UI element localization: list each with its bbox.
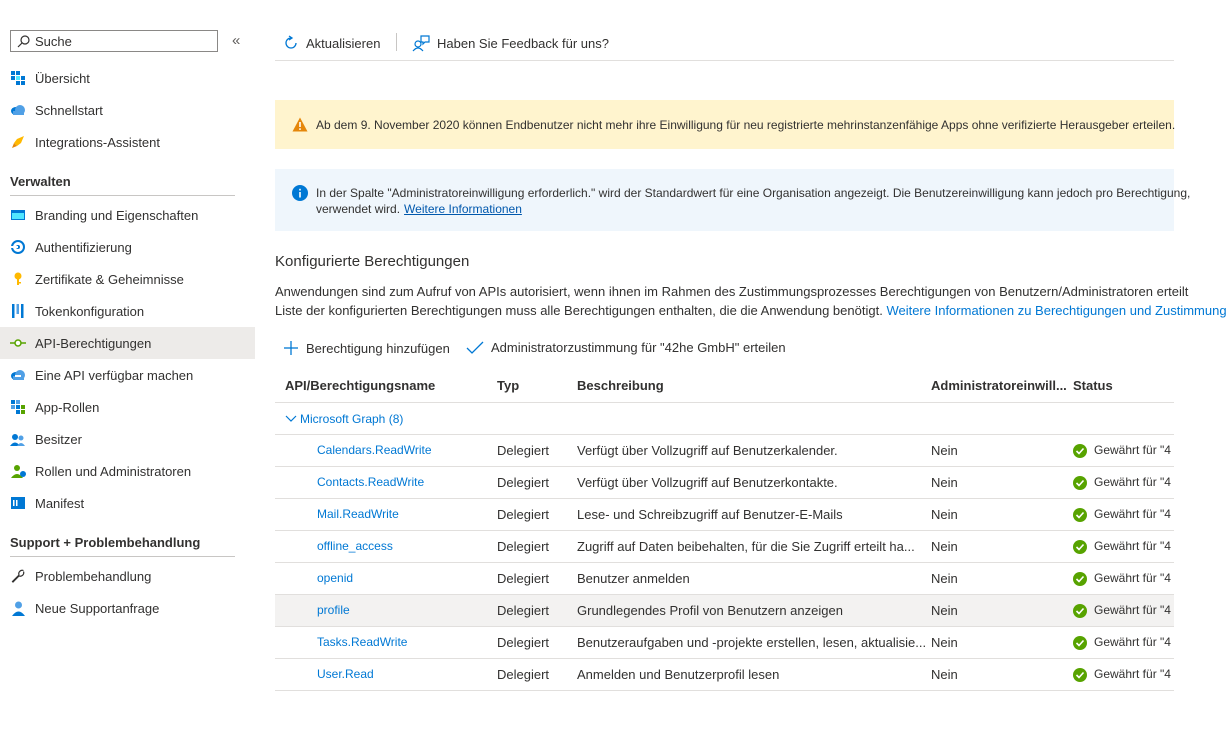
admin-consent-required: Nein <box>931 603 958 618</box>
status-text: Gewährt für "4 <box>1094 635 1171 649</box>
permission-name-link[interactable]: openid <box>317 571 354 585</box>
warning-banner <box>275 100 1174 149</box>
table-row[interactable] <box>275 467 1174 499</box>
permission-type: Delegiert <box>497 603 550 618</box>
nav-item-label: Manifest <box>35 495 85 511</box>
group-toggle-microsoft-graph[interactable] <box>285 403 403 434</box>
support-person-icon <box>10 600 26 616</box>
nav-item-label: Neue Supportanfrage <box>35 600 160 616</box>
nav-item-expose-api[interactable] <box>0 359 255 391</box>
manifest-icon <box>10 495 26 511</box>
nav-item-label: Schnellstart <box>35 102 103 118</box>
nav-item-label: Integrations-Assistent <box>35 134 161 150</box>
feedback-label: Haben Sie Feedback für uns? <box>437 35 609 51</box>
permissions-info-link[interactable]: Weitere Informationen zu Berechtigungen und Zustimmung <box>886 303 1227 318</box>
nav-item-branding[interactable] <box>0 199 255 231</box>
section-desc-line1: Anwendungen sind zum Aufruf von APIs autorisiert, wenn ihnen im Rahmen des Zustimmungsprozesses Berechtigungen von Benutzern/Administratoren erteilt <box>275 284 1189 299</box>
permission-status <box>1073 659 1174 690</box>
plus-icon <box>283 340 299 356</box>
permission-name-link[interactable]: offline_access <box>317 539 393 553</box>
table-row[interactable] <box>275 499 1174 531</box>
admin-consent-required: Nein <box>931 507 958 522</box>
api-permissions-icon <box>10 335 26 351</box>
permission-type: Delegiert <box>497 475 550 490</box>
permission-name-link[interactable]: profile <box>317 603 350 617</box>
nav-item-api-permissions[interactable] <box>0 327 255 359</box>
grant-admin-consent-label: Administratorzustimmung für "42he GmbH" erteilen <box>491 340 786 355</box>
permission-name-link[interactable]: Contacts.ReadWrite <box>317 475 425 489</box>
refresh-label: Aktualisieren <box>306 35 381 51</box>
nav-item-overview[interactable] <box>0 62 255 94</box>
admin-consent-required: Nein <box>931 635 958 650</box>
admin-consent-required: Nein <box>931 443 958 458</box>
permission-status <box>1073 531 1174 562</box>
info-more-link[interactable]: Weitere Informationen <box>404 202 522 216</box>
key-icon <box>10 271 26 287</box>
section-desc-line2: Liste der konfigurierten Berechtigungen muss alle Berechtigungen enthalten, die die Anwendung benötigt. <box>275 303 883 318</box>
status-text: Gewährt für "4 <box>1094 603 1171 617</box>
quickstart-cloud-icon <box>10 102 26 118</box>
sidebar <box>0 0 256 735</box>
success-check-icon <box>1073 604 1087 618</box>
permission-name-link[interactable]: Calendars.ReadWrite <box>317 443 432 457</box>
table-header-row <box>275 370 1174 403</box>
section-description <box>275 282 1227 320</box>
nav-item-label: App-Rollen <box>35 399 100 415</box>
owners-icon <box>10 431 26 447</box>
search-icon <box>17 35 30 48</box>
nav-item-label: Problembehandlung <box>35 568 152 584</box>
permission-status <box>1073 563 1174 594</box>
status-text: Gewährt für "4 <box>1094 667 1171 681</box>
token-bars-icon <box>10 303 26 319</box>
permission-description: Benutzer anmelden <box>577 571 690 586</box>
permission-status <box>1073 499 1174 530</box>
column-header-admin-consent[interactable]: Administratoreinwill... <box>931 378 1067 393</box>
warning-icon <box>292 117 308 132</box>
feedback-icon <box>412 35 430 52</box>
refresh-button[interactable] <box>283 32 380 54</box>
permission-type: Delegiert <box>497 539 550 554</box>
admin-consent-required: Nein <box>931 475 958 490</box>
table-row[interactable] <box>275 435 1174 467</box>
success-check-icon <box>1073 572 1087 586</box>
wrench-icon <box>10 568 26 584</box>
collapse-sidebar-icon[interactable]: « <box>232 32 241 49</box>
admin-consent-required: Nein <box>931 539 958 554</box>
checkmark-icon <box>466 341 484 355</box>
nav-item-app-roles[interactable] <box>0 391 255 423</box>
status-text: Gewährt für "4 <box>1094 507 1171 521</box>
permission-description: Benutzeraufgaben und -projekte erstellen, lesen, aktualisie... <box>577 635 927 650</box>
success-check-icon <box>1073 444 1087 458</box>
nav-item-label: API-Berechtigungen <box>35 335 152 351</box>
permission-name-link[interactable]: Tasks.ReadWrite <box>317 635 408 649</box>
nav-item-owners[interactable] <box>0 423 255 455</box>
success-check-icon <box>1073 636 1087 650</box>
success-check-icon <box>1073 508 1087 522</box>
nav-item-label: Zertifikate & Geheimnisse <box>35 271 184 287</box>
success-check-icon <box>1073 540 1087 554</box>
rocket-icon <box>10 134 26 150</box>
admin-consent-required: Nein <box>931 571 958 586</box>
info-icon <box>292 185 308 201</box>
table-row[interactable] <box>275 595 1174 627</box>
status-text: Gewährt für "4 <box>1094 539 1171 553</box>
grant-admin-consent-button[interactable] <box>466 340 786 355</box>
status-text: Gewährt für "4 <box>1094 571 1171 585</box>
page-section-title: Konfigurierte Berechtigungen <box>275 253 470 270</box>
table-row[interactable] <box>275 563 1174 595</box>
permission-description: Anmelden und Benutzerprofil lesen <box>577 667 780 682</box>
nav-item-label: Branding und Eigenschaften <box>35 207 199 223</box>
refresh-icon <box>283 35 299 51</box>
section-header-support: Support + Problembehandlung <box>10 535 235 557</box>
app-roles-grid-icon <box>10 399 26 415</box>
permission-description: Lese- und Schreibzugriff auf Benutzer-E-Mails <box>577 507 843 522</box>
chevron-down-icon <box>285 415 297 423</box>
permission-description: Zugriff auf Daten beibehalten, für die Sie Zugriff erteilt ha... <box>577 539 915 554</box>
status-text: Gewährt für "4 <box>1094 475 1171 489</box>
nav-item-label: Authentifizierung <box>35 239 132 255</box>
command-bar <box>275 30 1174 61</box>
permission-type: Delegiert <box>497 571 550 586</box>
feedback-button[interactable] <box>412 32 609 54</box>
nav-item-quickstart[interactable] <box>0 94 255 126</box>
info-banner <box>275 169 1191 231</box>
permission-type: Delegiert <box>497 507 550 522</box>
table-row[interactable] <box>275 627 1174 659</box>
permission-status <box>1073 467 1174 498</box>
column-header-description[interactable]: Beschreibung <box>577 378 664 393</box>
status-text: Gewährt für "4 <box>1094 443 1171 457</box>
group-label: Microsoft Graph (8) <box>300 411 404 426</box>
nav-item-roles-admins[interactable] <box>0 455 255 487</box>
add-permission-label: Berechtigung hinzufügen <box>306 340 450 356</box>
nav-item-label: Besitzer <box>35 431 82 447</box>
info-text-line2: verwendet wird. <box>316 202 401 216</box>
permission-description: Verfügt über Vollzugriff auf Benutzerkalender. <box>577 443 838 458</box>
permission-type: Delegiert <box>497 443 550 458</box>
branding-icon <box>10 207 26 223</box>
nav-item-label: Tokenkonfiguration <box>35 303 145 319</box>
nav-item-label: Rollen und Administratoren <box>35 463 192 479</box>
admin-consent-required: Nein <box>931 667 958 682</box>
table-row[interactable] <box>275 531 1174 563</box>
search-box[interactable] <box>10 30 218 52</box>
permission-name-link[interactable]: Mail.ReadWrite <box>317 507 399 521</box>
permission-status <box>1073 627 1174 658</box>
toolbar-divider <box>396 33 397 51</box>
column-header-type[interactable]: Typ <box>497 378 520 393</box>
nav-item-authentication[interactable] <box>0 231 255 263</box>
overview-grid-icon <box>10 70 26 86</box>
permission-name-link[interactable]: User.Read <box>317 667 374 681</box>
nav-item-new-support-request[interactable] <box>0 592 255 624</box>
permission-type: Delegiert <box>497 667 550 682</box>
nav-item-label: Übersicht <box>35 70 90 86</box>
roles-admin-icon <box>10 463 26 479</box>
permission-type: Delegiert <box>497 635 550 650</box>
nav-item-integration-assistant[interactable] <box>0 126 255 158</box>
cloud-api-icon <box>10 367 26 383</box>
nav-item-label: Eine API verfügbar machen <box>35 367 194 383</box>
nav-item-certificates[interactable] <box>0 263 255 295</box>
add-permission-button[interactable] <box>283 340 450 356</box>
table-group-row <box>275 403 1174 435</box>
nav-item-troubleshooting[interactable] <box>0 560 255 592</box>
authentication-icon <box>10 239 26 255</box>
search-input[interactable] <box>35 34 205 49</box>
nav-item-manifest[interactable] <box>0 487 255 519</box>
info-text-line1: In der Spalte "Administratoreinwilligung erforderlich." wird der Standardwert für eine Organisation angezeigt. Die Benutzereinwilligung kann jedoch pro Berechtigung, <box>316 186 1191 200</box>
main-content <box>275 0 1227 735</box>
warning-text: Ab dem 9. November 2020 können Endbenutzer nicht mehr ihre Einwilligung für neu registrierte mehrinstanzenfähige Apps ohne verifizierte Herausgeber erteilen. <box>316 117 1176 132</box>
permission-status <box>1073 595 1174 626</box>
success-check-icon <box>1073 476 1087 490</box>
column-header-status[interactable]: Status <box>1073 378 1113 393</box>
permission-status <box>1073 435 1174 466</box>
nav-item-token-config[interactable] <box>0 295 255 327</box>
section-header-manage: Verwalten <box>10 174 235 196</box>
success-check-icon <box>1073 668 1087 682</box>
table-row[interactable] <box>275 659 1174 691</box>
permission-description: Grundlegendes Profil von Benutzern anzeigen <box>577 603 843 618</box>
column-header-api-name[interactable]: API/Berechtigungsname <box>285 378 436 393</box>
permission-description: Verfügt über Vollzugriff auf Benutzerkontakte. <box>577 475 838 490</box>
